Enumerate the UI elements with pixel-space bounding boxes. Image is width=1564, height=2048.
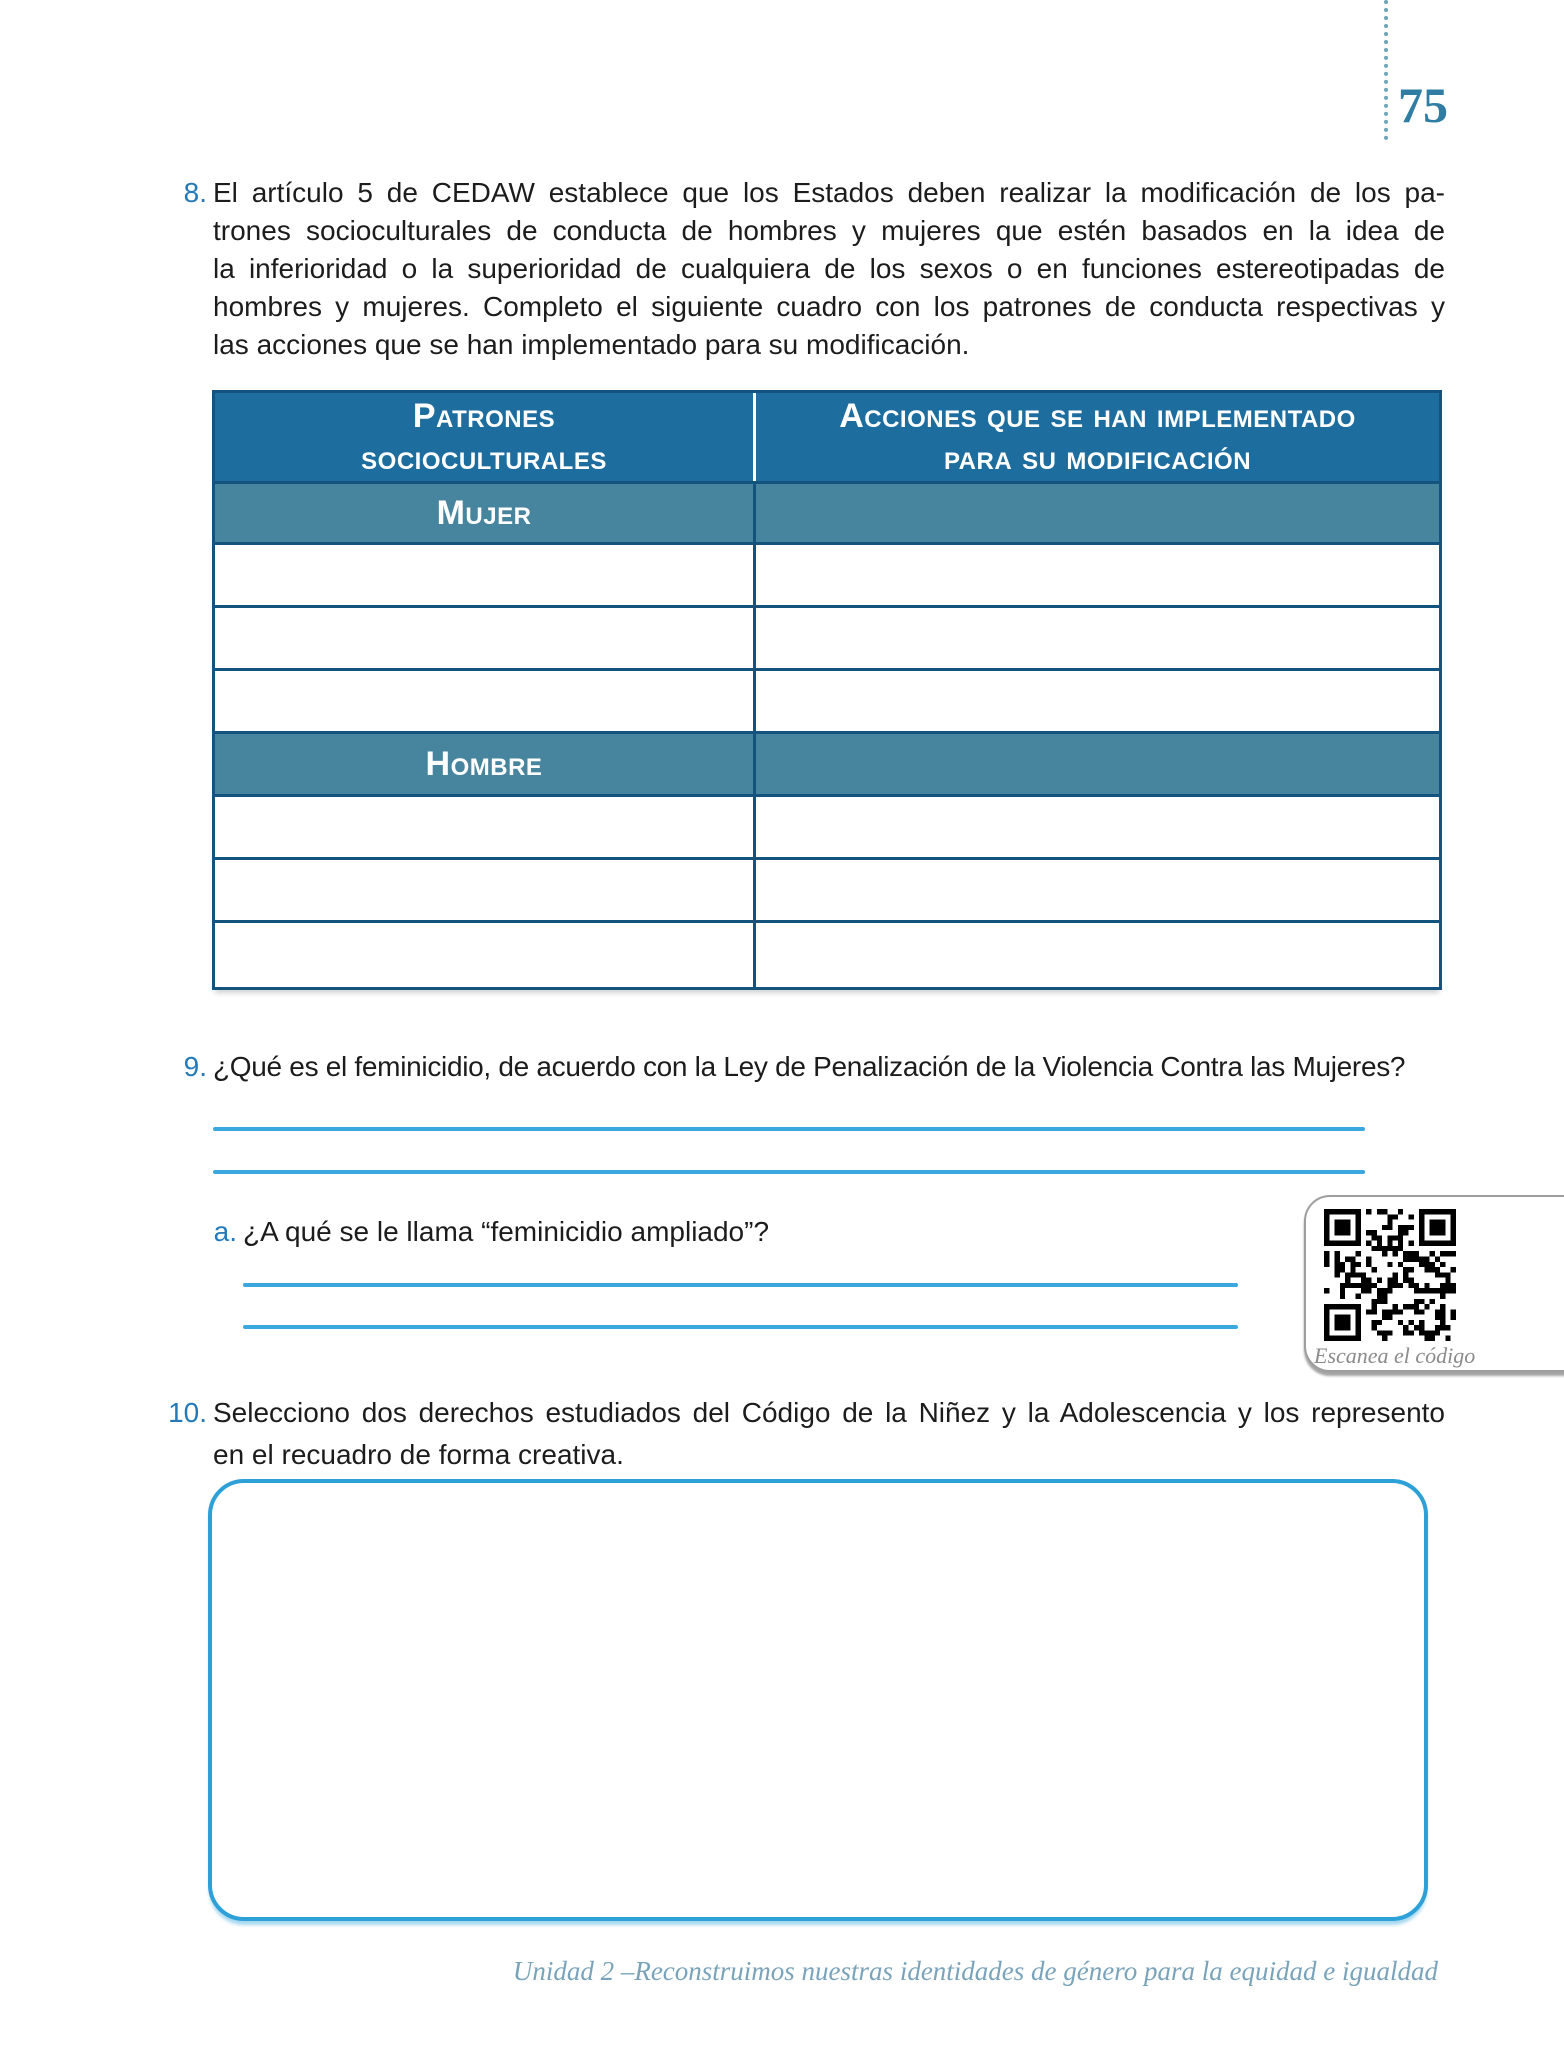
answer-line-q9a-1[interactable] [243,1283,1238,1287]
question-8-number: 8. [183,177,207,208]
question-8-text [213,174,1445,364]
answer-line-q9-1[interactable] [213,1127,1365,1131]
question-9a-text: ¿A qué se le llama “feminicidio ampliado”? [243,1216,770,1247]
mujer-action-cell[interactable] [756,545,1439,605]
dotted-rule [1384,0,1388,140]
question-10-text [213,1392,1445,1476]
hombre-pattern-cell[interactable] [215,923,753,987]
hombre-pattern-cell[interactable] [215,860,753,920]
qr-code [1322,1209,1458,1341]
header-column-divider [753,393,756,481]
section-label-text: Mujer [436,493,532,532]
mujer-actions-header-cell[interactable] [756,484,1439,542]
hombre-actions-header-cell[interactable] [756,734,1439,794]
question-9a-number: a. [213,1216,237,1247]
creative-drawing-box[interactable] [208,1479,1428,1921]
question-8-line: trones socioculturales de conducta de hombres y mujeres que estén basados en la idea de [213,215,1445,246]
hombre-action-cell[interactable] [756,860,1439,920]
table-header-line: Patrones [412,397,556,435]
hombre-action-cell[interactable] [756,923,1439,987]
answer-line-q9a-2[interactable] [243,1325,1238,1329]
page-number: 75 [1398,77,1448,133]
qr-caption: Escanea el código [1314,1343,1476,1368]
qr-panel [1304,1195,1564,1372]
hombre-action-cell[interactable] [756,797,1439,857]
mujer-action-cell[interactable] [756,608,1439,668]
table-header-line: para su modificación [943,439,1252,477]
question-10-line: en el recuadro de forma creativa. [213,1439,624,1470]
hombre-pattern-cell[interactable] [215,797,753,857]
question-8-line: la inferioridad o la superioridad de cualquiera de los sexos o en funciones estereotipadas de [213,253,1445,284]
section-label-hombre [215,734,753,794]
question-8-line: las acciones que se han implementado para su modificación. [213,329,970,360]
section-label-mujer [215,484,753,542]
section-label-text: Hombre [425,744,543,783]
table-header-line: socioculturales [361,439,607,477]
question-9-number: 9. [183,1051,207,1082]
mujer-pattern-cell[interactable] [215,671,753,731]
footer-text: Unidad 2 –Reconstruimos nuestras identidades de género para la equidad e igualdad [512,1956,1438,1986]
question-9-text: ¿Qué es el feminicidio, de acuerdo con la Ley de Penalización de la Violencia Contra las Mujeres? [213,1051,1406,1082]
answer-line-q9-2[interactable] [213,1170,1365,1174]
question-10-number: 10. [168,1397,207,1428]
question-8-line: hombres y mujeres. Completo el siguiente cuadro con los patrones de conducta respectivas y [213,291,1445,322]
mujer-pattern-cell[interactable] [215,608,753,668]
table-header-patrones [215,393,753,481]
mujer-pattern-cell[interactable] [215,545,753,605]
question-10-line: Selecciono dos derechos estudiados del Código de la Niñez y la Adolescencia y los represento [213,1397,1445,1428]
mujer-action-cell[interactable] [756,671,1439,731]
question-8-line: El artículo 5 de CEDAW establece que los Estados deben realizar la modificación de los pa- [213,177,1445,208]
patterns-table [212,390,1442,990]
table-header-line: Acciones que se han implementado [839,397,1356,435]
table-header-acciones [756,393,1439,481]
